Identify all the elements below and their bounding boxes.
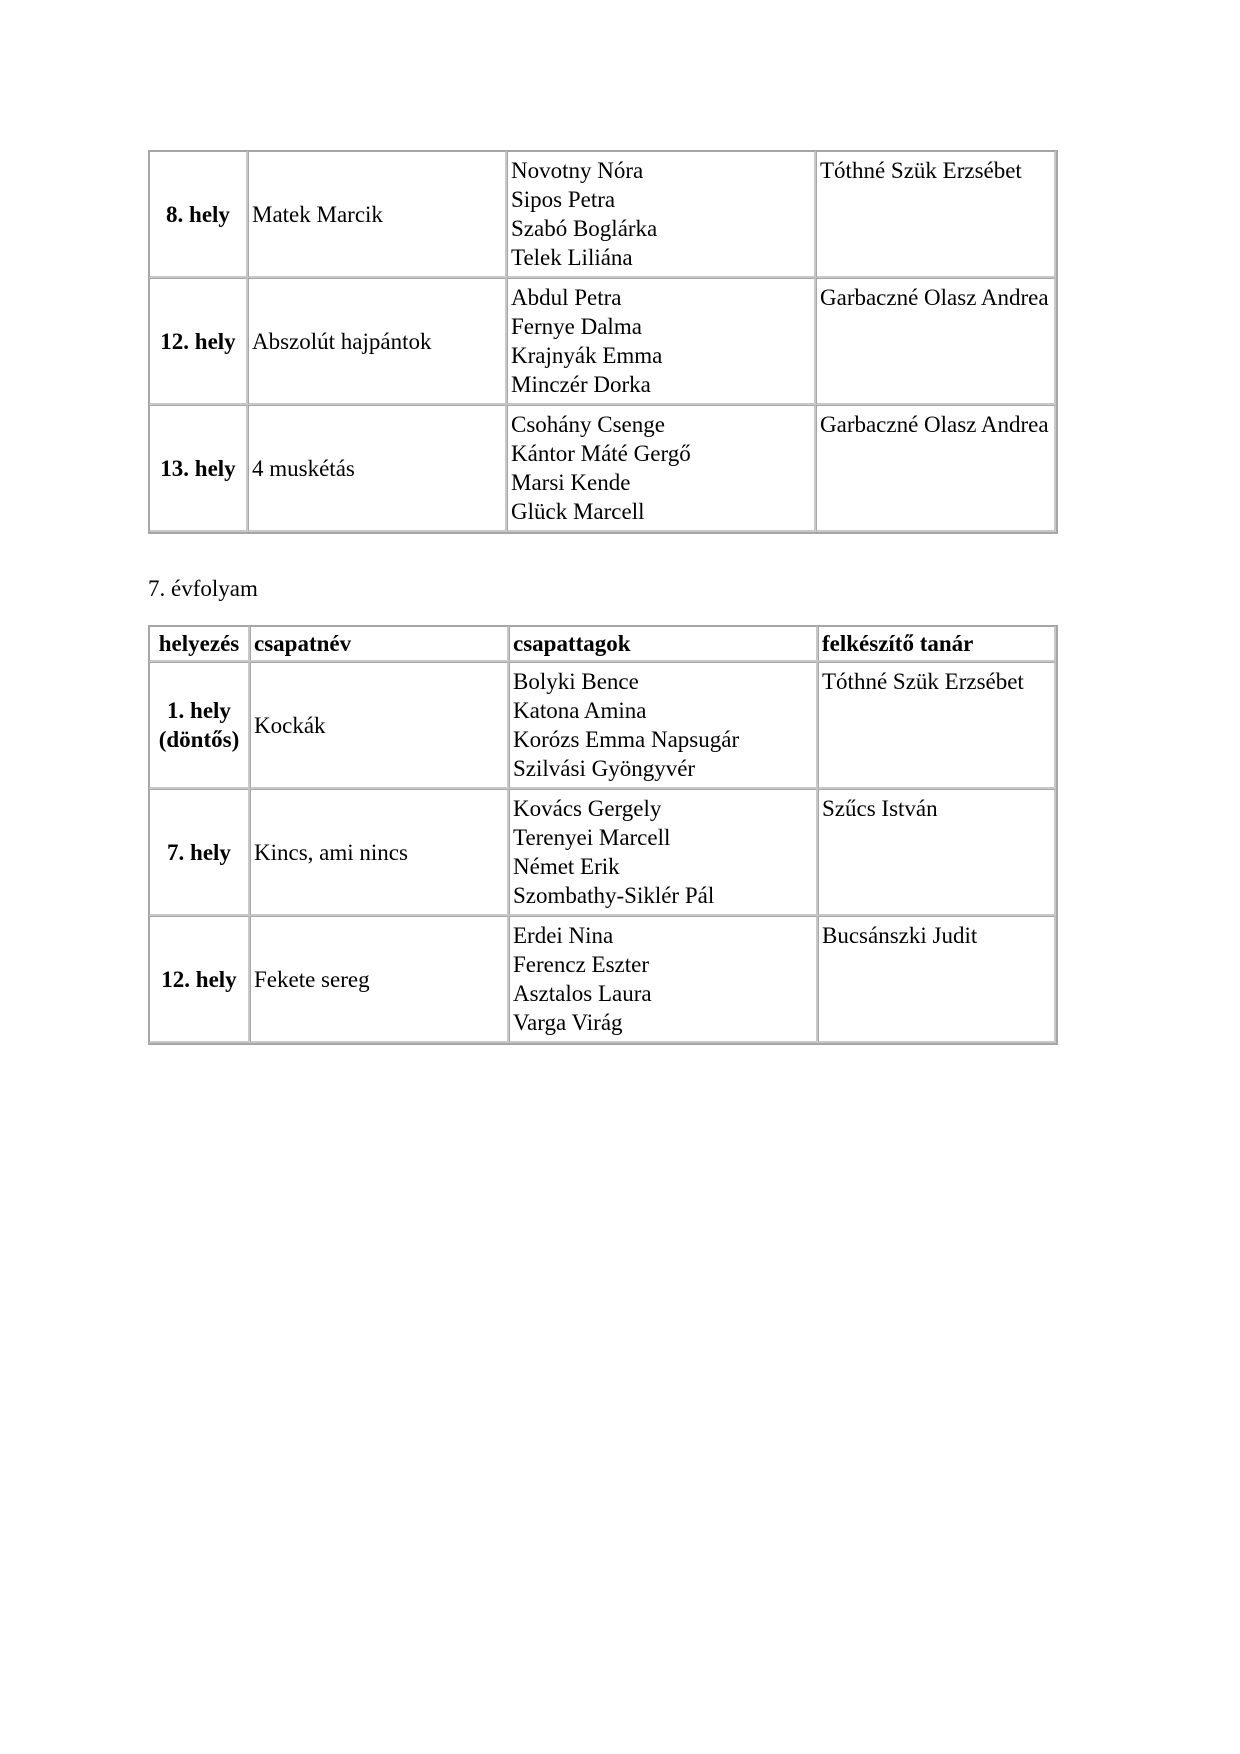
member-name: Bolyki Bence: [513, 669, 639, 694]
member-name: Fernye Dalma: [511, 314, 642, 339]
teacher-cell: Garbaczné Olasz Andrea: [816, 405, 1056, 532]
member-name: Korózs Emma Napsugár: [513, 727, 740, 752]
member-name: Ferencz Eszter: [513, 952, 650, 977]
members-cell: [509, 789, 818, 916]
members-cell: [509, 916, 818, 1043]
teacher-cell: Tóthné Szük Erzsébet: [816, 151, 1056, 278]
member-name: Krajnyák Emma: [511, 343, 663, 368]
place-line: 1. hely: [167, 698, 231, 723]
table-header-row: [149, 626, 1056, 662]
place-cell: 12. hely: [149, 916, 250, 1043]
member-name: Glück Marcell: [511, 499, 645, 524]
member-name: Sipos Petra: [511, 187, 616, 212]
table-row: [149, 278, 1056, 405]
table-row: [149, 662, 1056, 789]
teacher-cell: Szűcs István: [818, 789, 1056, 916]
teacher-cell: Garbaczné Olasz Andrea: [816, 278, 1056, 405]
team-name-cell: Kockák: [250, 662, 509, 789]
place-cell: 8. hely: [149, 151, 248, 278]
place-line: (döntős): [158, 727, 240, 752]
member-name: Erdei Nina: [513, 923, 614, 948]
team-name-cell: Fekete sereg: [250, 916, 509, 1043]
member-name: Kovács Gergely: [513, 796, 662, 821]
member-name: Csohány Csenge: [511, 412, 665, 437]
results-table-continued: [148, 150, 1058, 534]
team-name-cell: 4 muskétás: [248, 405, 507, 532]
member-name: Telek Liliána: [511, 245, 633, 270]
place-cell: 7. hely: [149, 789, 250, 916]
results-table-grade-7: [148, 625, 1058, 1045]
member-name: Szombathy-Siklér Pál: [513, 883, 715, 908]
member-name: Varga Virág: [513, 1010, 623, 1035]
member-name: Asztalos Laura: [513, 981, 652, 1006]
member-name: Marsi Kende: [511, 470, 631, 495]
member-name: Katona Amina: [513, 698, 647, 723]
table-row: [149, 405, 1056, 532]
header-team: csapatnév: [250, 626, 509, 662]
member-name: Terenyei Marcell: [513, 825, 671, 850]
teacher-cell: Tóthné Szük Erzsébet: [818, 662, 1056, 789]
table-row: [149, 789, 1056, 916]
header-members: csapattagok: [509, 626, 818, 662]
member-name: Német Erik: [513, 854, 620, 879]
team-name-cell: Kincs, ami nincs: [250, 789, 509, 916]
member-name: Kántor Máté Gergő: [511, 441, 691, 466]
member-name: Novotny Nóra: [511, 158, 644, 183]
table-row: [149, 151, 1056, 278]
header-teacher: felkészítő tanár: [818, 626, 1056, 662]
member-name: Szabó Boglárka: [511, 216, 658, 241]
place-cell: 12. hely: [149, 278, 248, 405]
member-name: Szilvási Gyöngyvér: [513, 756, 696, 781]
place-cell: 13. hely: [149, 405, 248, 532]
teacher-cell: Bucsánszki Judit: [818, 916, 1056, 1043]
header-place: helyezés: [149, 626, 250, 662]
members-cell: [509, 662, 818, 789]
place-cell: [149, 662, 250, 789]
section-title: 7. évfolyam: [148, 576, 258, 601]
member-name: Minczér Dorka: [511, 372, 651, 397]
members-cell: [507, 405, 816, 532]
team-name-cell: Matek Marcik: [248, 151, 507, 278]
table-row: [149, 916, 1056, 1043]
team-name-cell: Abszolút hajpántok: [248, 278, 507, 405]
members-cell: [507, 151, 816, 278]
members-cell: [507, 278, 816, 405]
member-name: Abdul Petra: [511, 285, 622, 310]
